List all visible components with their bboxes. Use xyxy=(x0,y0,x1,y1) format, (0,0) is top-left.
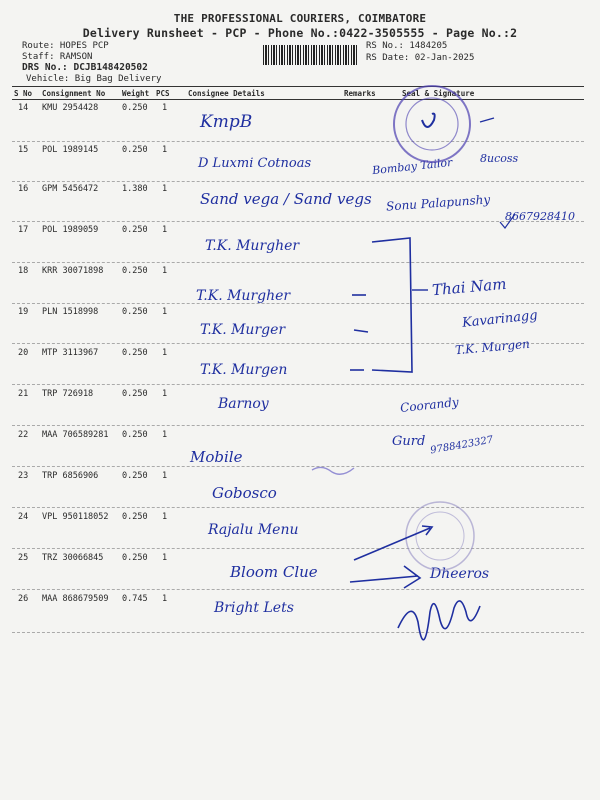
row-weight: 0.250 xyxy=(122,307,148,317)
drs-number: DRS No.: DCJB148420502 xyxy=(22,62,148,73)
row-weight: 0.250 xyxy=(122,266,148,276)
signature-icon xyxy=(398,601,480,640)
hw-remark: Gurd xyxy=(392,434,426,449)
hw-remark: Bombay Tailor xyxy=(371,155,453,178)
row-sno: 18 xyxy=(18,266,29,276)
row-pcs: 1 xyxy=(162,471,168,481)
row-weight: 0.250 xyxy=(122,103,148,113)
hw-remark: Sonu Palapunshy xyxy=(385,192,491,214)
hw-consignee: T.K. Murgher xyxy=(205,238,300,254)
staff-label: Staff: RAMSON xyxy=(22,52,93,62)
row-weight: 0.250 xyxy=(122,145,148,155)
row-consignment: TRP 6856906 xyxy=(42,471,99,481)
row-pcs: 1 xyxy=(162,184,168,194)
hw-consignee: T.K. Murger xyxy=(200,322,286,338)
row-consignment: VPL 950118052 xyxy=(42,512,109,522)
col-pcs-header: PCS xyxy=(156,89,170,98)
row-weight: 0.250 xyxy=(122,348,148,358)
row-weight: 0.250 xyxy=(122,430,148,440)
hw-consignee: T.K. Murgher xyxy=(196,288,291,304)
hw-remark: T.K. Murgen xyxy=(454,336,531,358)
company-title: THE PROFESSIONAL COURIERS, COIMBATORE xyxy=(173,12,427,25)
hw-consignee: KmpB xyxy=(200,112,253,132)
row-consignment: MAA 868679509 xyxy=(42,594,109,604)
hw-consignee: Sand vega / Sand vegs xyxy=(200,190,372,208)
row-sno: 25 xyxy=(18,553,29,563)
hw-consignee: Gobosco xyxy=(212,484,277,502)
row-pcs: 1 xyxy=(162,512,168,522)
row-sno: 14 xyxy=(18,103,29,113)
col-sno-header: S No xyxy=(14,89,33,98)
row-pcs: 1 xyxy=(162,145,168,155)
row-sno: 15 xyxy=(18,145,29,155)
row-pcs: 1 xyxy=(162,553,168,563)
hw-consignee: Barnoy xyxy=(218,396,269,412)
row-weight: 0.250 xyxy=(122,389,148,399)
col-weight-header: Weight xyxy=(122,89,150,98)
row-consignment: PLN 1518998 xyxy=(42,307,99,317)
bracket-icon xyxy=(372,238,412,372)
faded-seal-icon xyxy=(406,502,474,570)
row-consignment: TRZ 30066845 xyxy=(42,553,104,563)
hw-remark: Dheeros xyxy=(430,566,490,582)
hw-consignee: Mobile xyxy=(190,448,243,466)
row-weight: 0.250 xyxy=(122,225,148,235)
hw-remark: 8ucoss xyxy=(480,152,519,165)
row-consignment: KRR 30071898 xyxy=(42,266,104,276)
row-pcs: 1 xyxy=(162,594,168,604)
col-remarks-header: Remarks xyxy=(344,89,376,98)
hw-remark: 8667928410 xyxy=(505,210,575,223)
row-consignment: GPM 5456472 xyxy=(42,184,99,194)
row-pcs: 1 xyxy=(162,103,168,113)
hw-consignee: D Luxmi Cotnoas xyxy=(198,156,312,171)
row-weight: 1.380 xyxy=(122,184,148,194)
hw-consignee: Rajalu Menu xyxy=(208,522,299,538)
row-consignment: POL 1989145 xyxy=(42,145,99,155)
row-consignment: MTP 3113967 xyxy=(42,348,99,358)
row-pcs: 1 xyxy=(162,225,168,235)
row-weight: 0.250 xyxy=(122,553,148,563)
row-pcs: 1 xyxy=(162,430,168,440)
hw-consignee: Bright Lets xyxy=(214,600,294,616)
rs-number: RS No.: 1484205 xyxy=(366,41,448,51)
hw-remark: Coorandy xyxy=(399,394,460,416)
row-pcs: 1 xyxy=(162,266,168,276)
row-sno: 17 xyxy=(18,225,29,235)
row-sno: 19 xyxy=(18,307,29,317)
row-pcs: 1 xyxy=(162,307,168,317)
row-consignment: MAA 706589281 xyxy=(42,430,109,440)
row-sno: 24 xyxy=(18,512,29,522)
row-sno: 20 xyxy=(18,348,29,358)
row-weight: 0.250 xyxy=(122,471,148,481)
row-weight: 0.745 xyxy=(122,594,148,604)
rs-date: RS Date: 02-Jan-2025 xyxy=(366,53,475,63)
row-sno: 21 xyxy=(18,389,29,399)
row-weight: 0.250 xyxy=(122,512,148,522)
row-sno: 22 xyxy=(18,430,29,440)
row-consignment: POL 1989059 xyxy=(42,225,99,235)
row-consignment: KMU 2954428 xyxy=(42,103,99,113)
row-pcs: 1 xyxy=(162,389,168,399)
hw-consignee: Bloom Clue xyxy=(230,563,318,581)
runsheet-subtitle: Delivery Runsheet - PCP - Phone No.:0422-3505555 - Page No.:2 xyxy=(82,26,518,40)
col-consignee-header: Consignee Details xyxy=(188,89,265,98)
courier-seal-icon xyxy=(394,86,470,162)
route-label: Route: HOPES PCP xyxy=(22,41,109,51)
hw-remark: Kavarinagg xyxy=(461,308,539,331)
hw-remark: Thai Nam xyxy=(431,274,508,300)
row-consignment: TRP 726918 xyxy=(42,389,94,399)
col-consignment-header: Consignment No xyxy=(42,89,106,98)
col-seal-header: Seal & Signature xyxy=(402,89,475,98)
vehicle-label: Vehicle: Big Bag Delivery xyxy=(26,74,162,84)
row-sno: 16 xyxy=(18,184,29,194)
row-sno: 23 xyxy=(18,471,29,481)
arrow-icon xyxy=(354,528,430,560)
hw-remark: 9788423327 xyxy=(429,434,495,457)
row-sno: 26 xyxy=(18,594,29,604)
row-pcs: 1 xyxy=(162,348,168,358)
hw-consignee: T.K. Murgen xyxy=(200,362,288,378)
